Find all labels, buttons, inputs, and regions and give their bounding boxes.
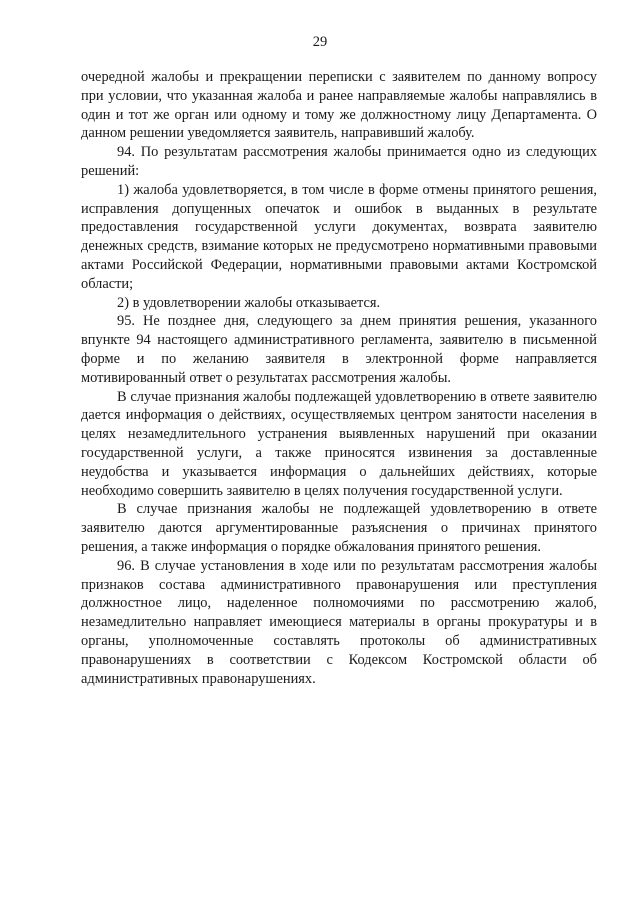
- paragraph-96: 96. В случае установления в ходе или по результатам рассмотрения жалобы признаков состава административного правонарушения или преступления должностное лицо, наделенное полномочиями по рассмотрению жалоб, незамедлительно направляет имеющиеся материалы в органы прокуратуры и в органы, уполномоченные составлять протоколы об административных правонарушениях в соответствии с Кодексом Костромской области об административных правонарушениях.: [81, 557, 597, 687]
- paragraph-94: 94. По результатам рассмотрения жалобы принимается одно из следующих решений:: [81, 144, 597, 179]
- paragraph-95: 95. Не позднее дня, следующего за днем принятия решения, указанного впункте 94 настоящего административного регламента, заявителю в письменной форме и по желанию заявителя в электронной форме направляется мотивированный ответ о результатах рассмотрения жалобы.: [81, 313, 597, 386]
- page-number: 29: [312, 34, 328, 50]
- paragraph-94-item-2: 2) в удовлетворении жалобы отказывается.: [117, 294, 381, 311]
- paragraph-95-rejected: В случае признания жалобы не подлежащей удовлетворению в ответе заявителю даются аргументированные разъяснения о причинах принятого решения, а также информация о порядке обжалования принятого решения.: [81, 501, 597, 555]
- paragraph-94-item-1: 1) жалоба удовлетворяется, в том числе в форме отмены принятого решения, исправления допущенных опечаток и ошибок в выданных в результате предоставления государственной услуги документах, возврата заявителю денежных средств, взимание которых не предусмотрено нормативными правовыми актами Российской Федерации, нормативными правовыми актами Костромской области;: [81, 181, 597, 292]
- paragraph-continuation: очередной жалобы и прекращении переписки с заявителем по данному вопросу при условии, что указанная жалоба и ранее направляемые жалобы направлялись в один и тот же орган или одному и тому же должностному лицу Департамента. О данном решении уведомляется заявитель, направивший жалобу.: [81, 69, 597, 142]
- document-body: [81, 68, 597, 688]
- paragraph-95-satisfied: В случае признания жалобы подлежащей удовлетворению в ответе заявителю дается информация о действиях, осуществляемых центром занятости населения в целях незамедлительного устранения выявленных нарушений при оказании государственной услуги, а также приносятся извинения за доставленные неудобства и указывается информация о дальнейших действиях, которые необходимо совершить заявителю в целях получения государственной услуги.: [81, 388, 597, 499]
